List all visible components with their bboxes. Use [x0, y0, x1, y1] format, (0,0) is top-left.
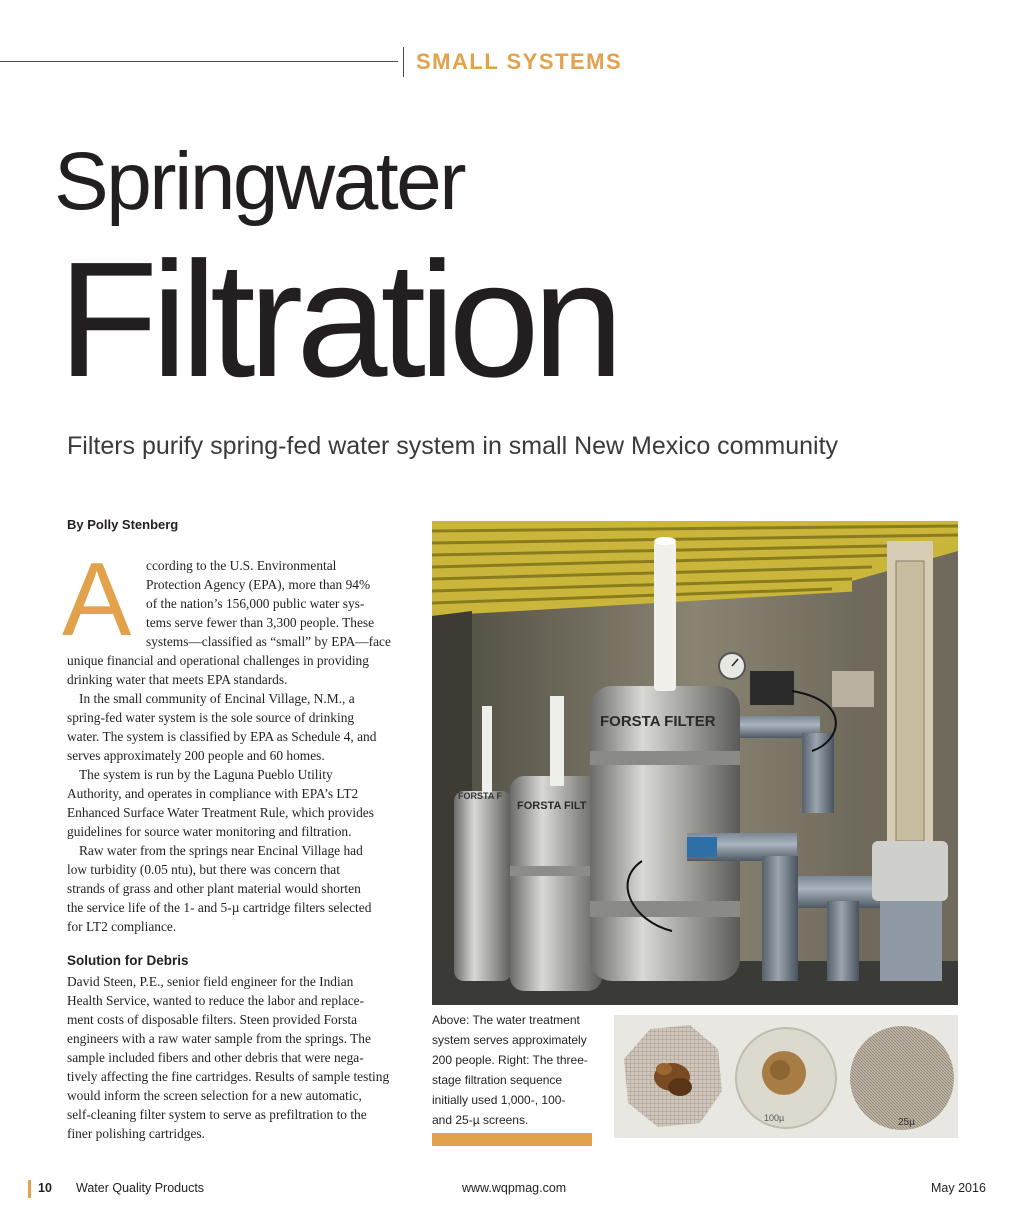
filter-screens-photo — [614, 1015, 958, 1138]
byline: By Polly Stenberg — [67, 517, 179, 532]
subhead: Solution for Debris — [67, 953, 189, 968]
brand-label-mid: FORSTA FILT — [517, 800, 587, 812]
body-line: systems—classified as “small” by EPA—face — [146, 634, 391, 649]
body-line: water. The system is classified by EPA as Schedule 4, and — [67, 729, 377, 744]
body-line: self-cleaning filter system to serve as prefiltration to the — [67, 1107, 367, 1122]
screen-label-100: 100µ — [764, 1113, 785, 1123]
body-line: Enhanced Surface Water Treatment Rule, which provides — [67, 805, 374, 820]
caption-line: system serves approximately — [432, 1033, 587, 1047]
body-line: drinking water that meets EPA standards. — [67, 672, 288, 687]
body-line: the service life of the 1- and 5-µ cartridge filters selected — [67, 900, 372, 915]
body-line: serves approximately 200 people and 60 homes. — [67, 748, 325, 763]
body-line: Protection Agency (EPA), more than 94% — [146, 577, 371, 592]
body-line: for LT2 compliance. — [67, 919, 177, 934]
accent-bar — [432, 1133, 592, 1146]
body-line: finer polishing cartridges. — [67, 1126, 205, 1141]
footer-accent — [28, 1180, 31, 1198]
body-line: sample included fibers and other debris that were nega- — [67, 1050, 364, 1065]
body-line: Health Service, wanted to reduce the labor and replace- — [67, 993, 365, 1008]
caption-line: Above: The water treatment — [432, 1013, 580, 1027]
brand-label-small: FORSTA F — [458, 791, 502, 801]
body-line: tively affecting the fine cartridges. Results of sample testing — [67, 1069, 390, 1084]
body-line: ment costs of disposable filters. Steen provided Forsta — [67, 1012, 358, 1027]
body-line: guidelines for source water monitoring and filtration. — [67, 824, 352, 839]
header-rule — [0, 61, 398, 62]
drop-cap: A — [62, 542, 132, 658]
body-line: unique financial and operational challenges in providing — [67, 653, 369, 668]
body-line: ccording to the U.S. Environmental — [146, 558, 337, 573]
caption-line: stage filtration sequence — [432, 1073, 563, 1087]
title-line-1: Springwater — [54, 136, 465, 227]
issue-date: May 2016 — [931, 1181, 986, 1195]
body-line: strands of grass and other plant material would shorten — [67, 881, 361, 896]
body-line: Raw water from the springs near Encinal Village had — [79, 843, 363, 858]
body-line: The system is run by the Laguna Pueblo Utility — [79, 767, 333, 782]
filter-system-photo — [432, 521, 958, 1005]
section-label: SMALL SYSTEMS — [416, 49, 623, 74]
body-line: David Steen, P.E., senior field engineer for the Indian — [67, 974, 354, 989]
header-divider — [403, 47, 404, 77]
body-line: tems serve fewer than 3,300 people. These — [146, 615, 375, 630]
body-line: spring-fed water system is the sole source of drinking — [67, 710, 355, 725]
body-line: would inform the screen selection for a new automatic, — [67, 1088, 362, 1103]
subtitle: Filters purify spring-fed water system in small New Mexico community — [67, 432, 839, 460]
brand-label-large: FORSTA FILTER — [600, 713, 716, 730]
publication-name: Water Quality Products — [76, 1181, 205, 1195]
body-line: engineers with a raw water sample from the springs. The — [67, 1031, 371, 1046]
body-line: of the nation’s 156,000 public water sys- — [146, 596, 365, 611]
caption-line: 200 people. Right: The three- — [432, 1053, 588, 1067]
body-line: low turbidity (0.05 ntu), but there was concern that — [67, 862, 340, 877]
page-number: 10 — [38, 1181, 52, 1195]
caption-line: initially used 1,000-, 100- — [432, 1093, 566, 1107]
title-line-2: Filtration — [58, 228, 617, 411]
screen-label-25: 25µ — [898, 1117, 915, 1128]
body-line: In the small community of Encinal Village, N.M., a — [79, 691, 355, 706]
body-line: Authority, and operates in compliance with EPA’s LT2 — [67, 786, 359, 801]
caption-line: and 25-µ screens. — [432, 1113, 529, 1127]
website-url[interactable]: www.wqpmag.com — [462, 1181, 567, 1195]
